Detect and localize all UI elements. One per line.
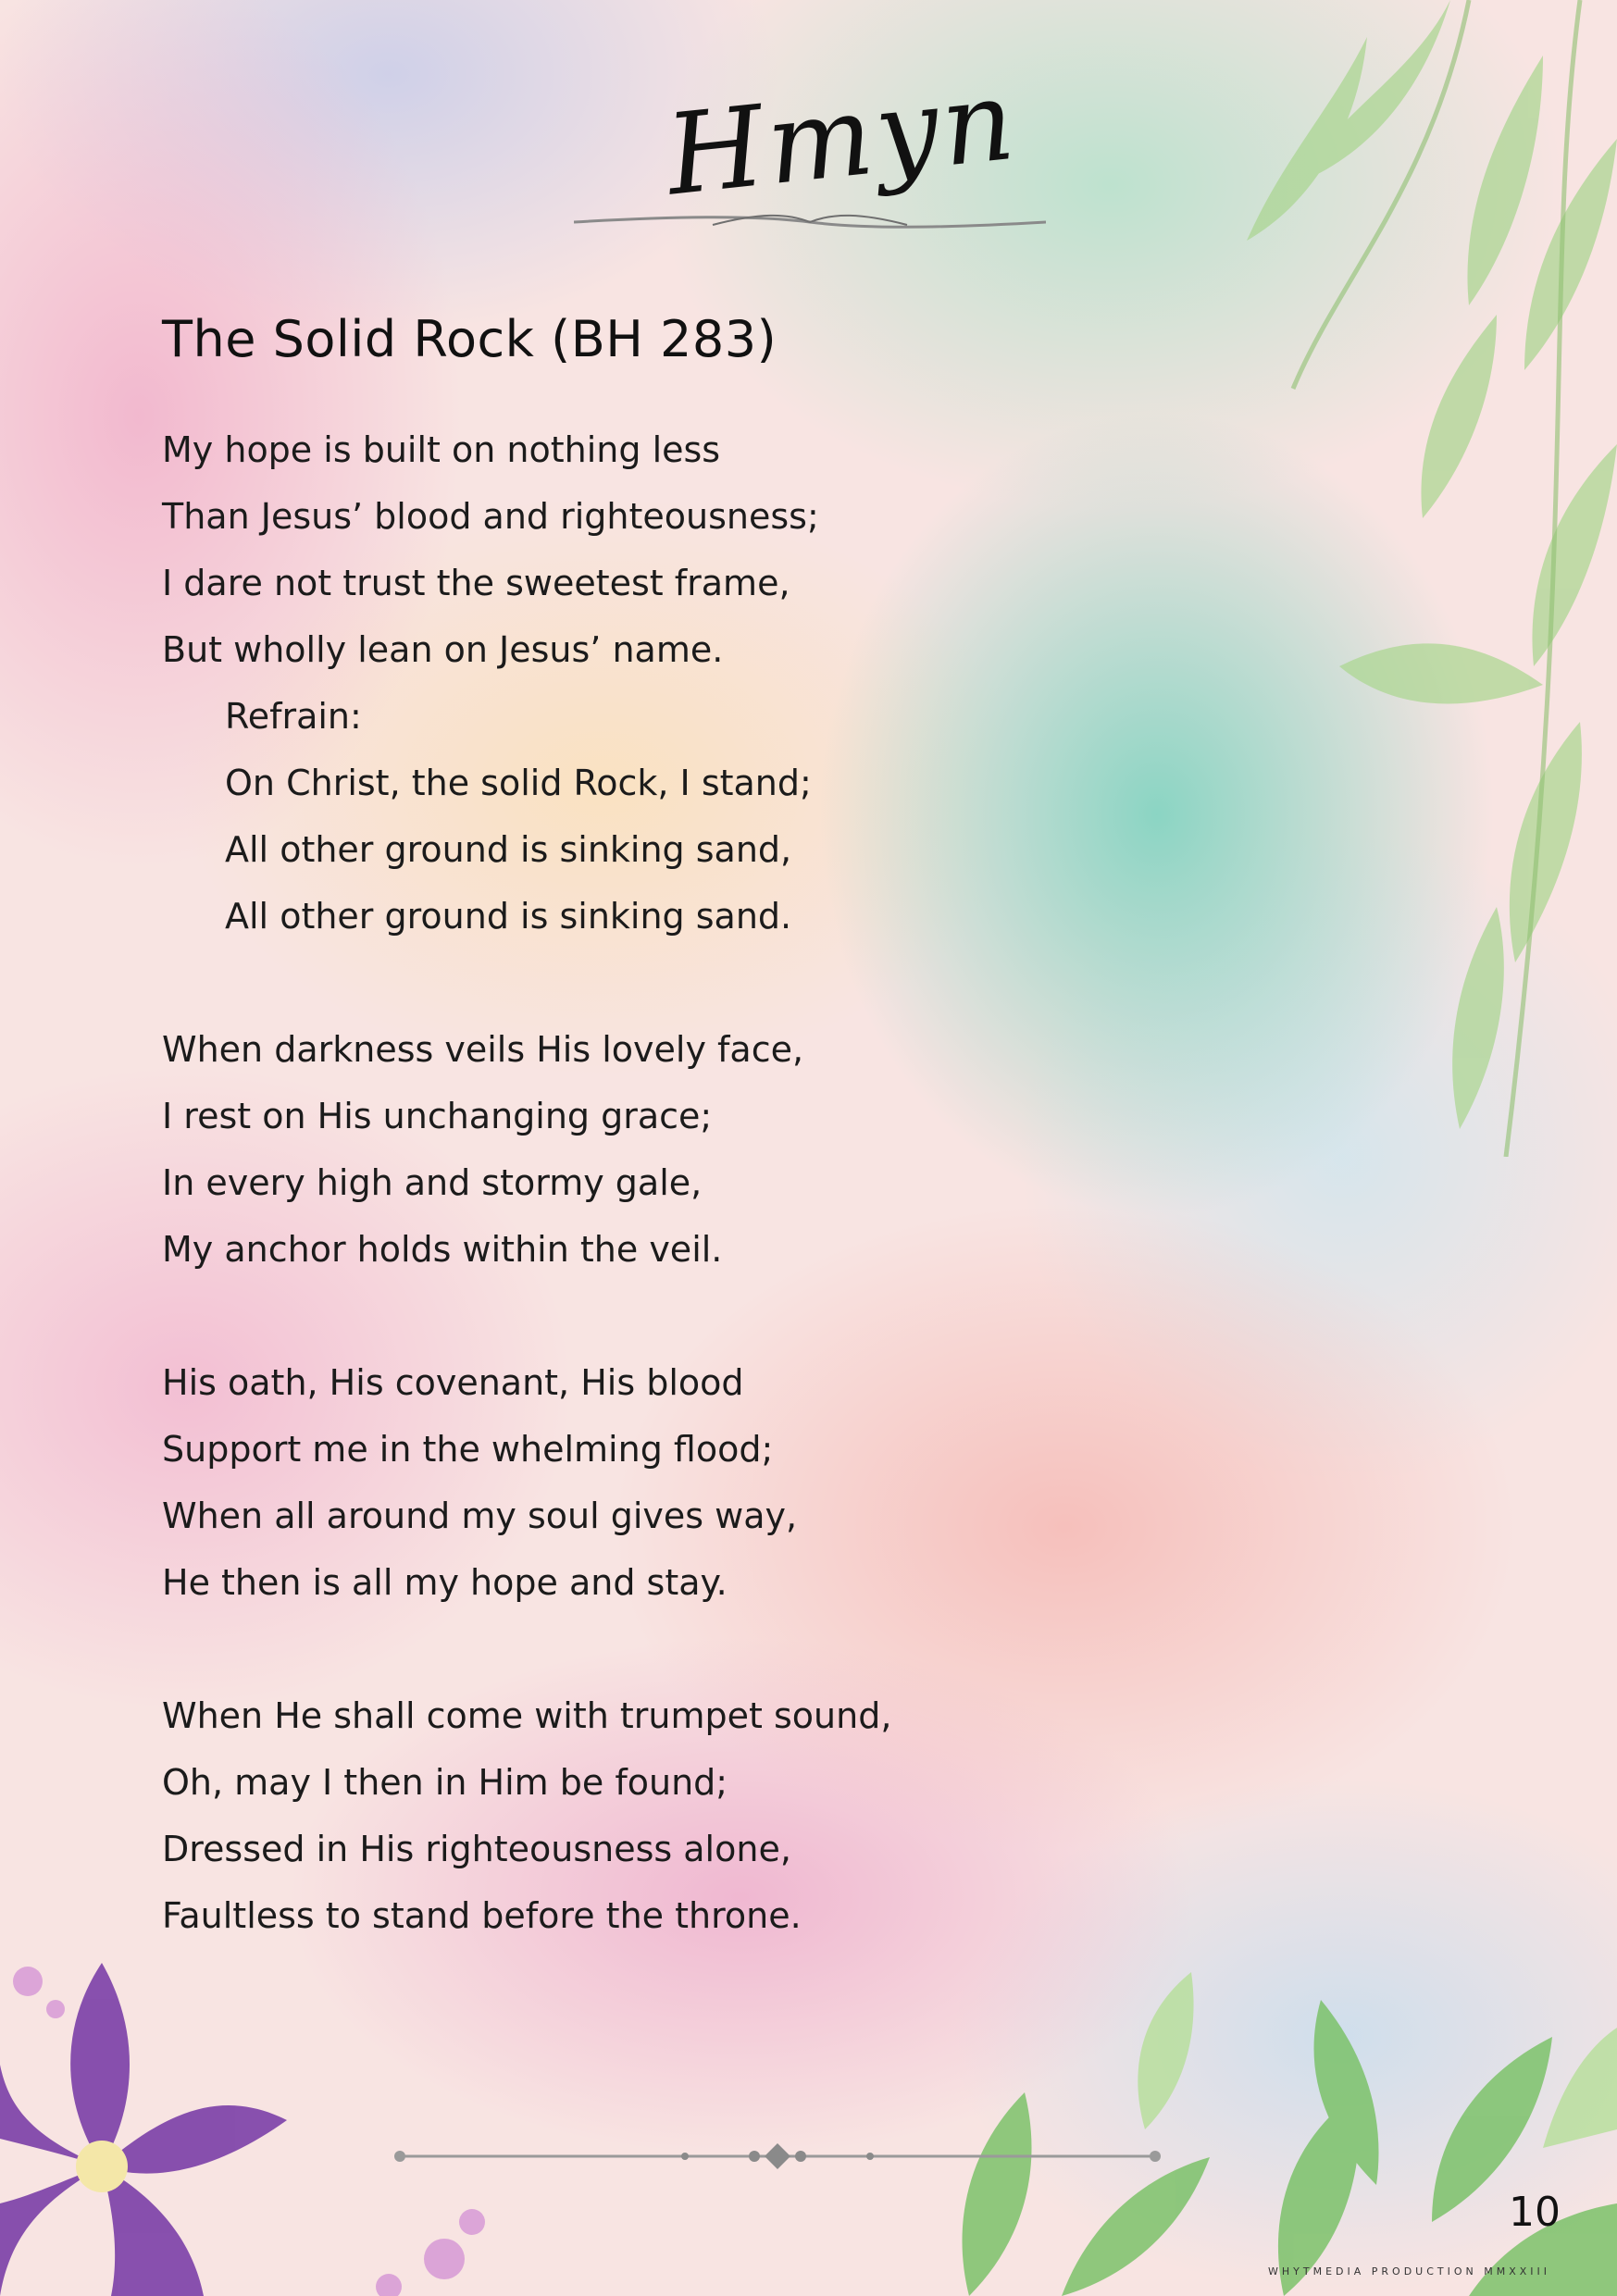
header-divider-ornament (574, 208, 1046, 236)
lyric-line: All other ground is sinking sand, (225, 829, 792, 870)
lyric-line: I rest on His unchanging grace; (162, 1096, 713, 1136)
refrain-label: Refrain: (225, 696, 362, 737)
lyric-line: Faultless to stand before the throne. (162, 1895, 802, 1936)
lyric-line: His oath, His covenant, His blood (162, 1362, 744, 1403)
verse-2 (162, 1016, 1088, 1283)
verse-3 (162, 1349, 1088, 1616)
lyric-line: My hope is built on nothing less (162, 429, 721, 470)
lyric-line: When darkness veils His lovely face, (162, 1029, 804, 1070)
lyric-line: Support me in the whelming flood; (162, 1429, 774, 1470)
lyric-line: When all around my soul gives way, (162, 1496, 798, 1536)
hymn-title: The Solid Rock (BH 283) (162, 310, 777, 368)
lyric-line: But wholly lean on Jesus’ name. (162, 629, 724, 670)
page-number: 10 (1509, 2189, 1561, 2236)
refrain (162, 683, 1088, 949)
leaf-branch-icon (1062, 0, 1617, 1157)
leaf-cluster-icon (914, 1944, 1617, 2296)
verse-1 (162, 416, 1088, 683)
lyric-line: Dressed in His righteousness alone, (162, 1829, 791, 1869)
verse-4 (162, 1682, 1088, 1949)
lyric-line: Oh, may I then in Him be found; (162, 1762, 728, 1803)
hymn-lyrics (162, 416, 1088, 1949)
lyric-line: On Christ, the solid Rock, I stand; (225, 763, 812, 803)
lyric-line: All other ground is sinking sand. (225, 896, 792, 937)
header-script-title: Hmyn (660, 56, 1024, 221)
lyric-line: He then is all my hope and stay. (162, 1562, 728, 1603)
lyric-line: My anchor holds within the veil. (162, 1229, 723, 1270)
lyric-line: I dare not trust the sweetest frame, (162, 563, 790, 603)
lyric-line: In every high and stormy gale, (162, 1162, 703, 1203)
production-credit: WHYTMEDIA PRODUCTION MMXXIII (1268, 2265, 1551, 2277)
footer-divider-ornament (389, 2138, 1166, 2175)
lyric-line: When He shall come with trumpet sound, (162, 1695, 892, 1736)
clematis-flower-icon (0, 1926, 518, 2296)
lyric-line: Than Jesus’ blood and righteousness; (162, 496, 819, 537)
